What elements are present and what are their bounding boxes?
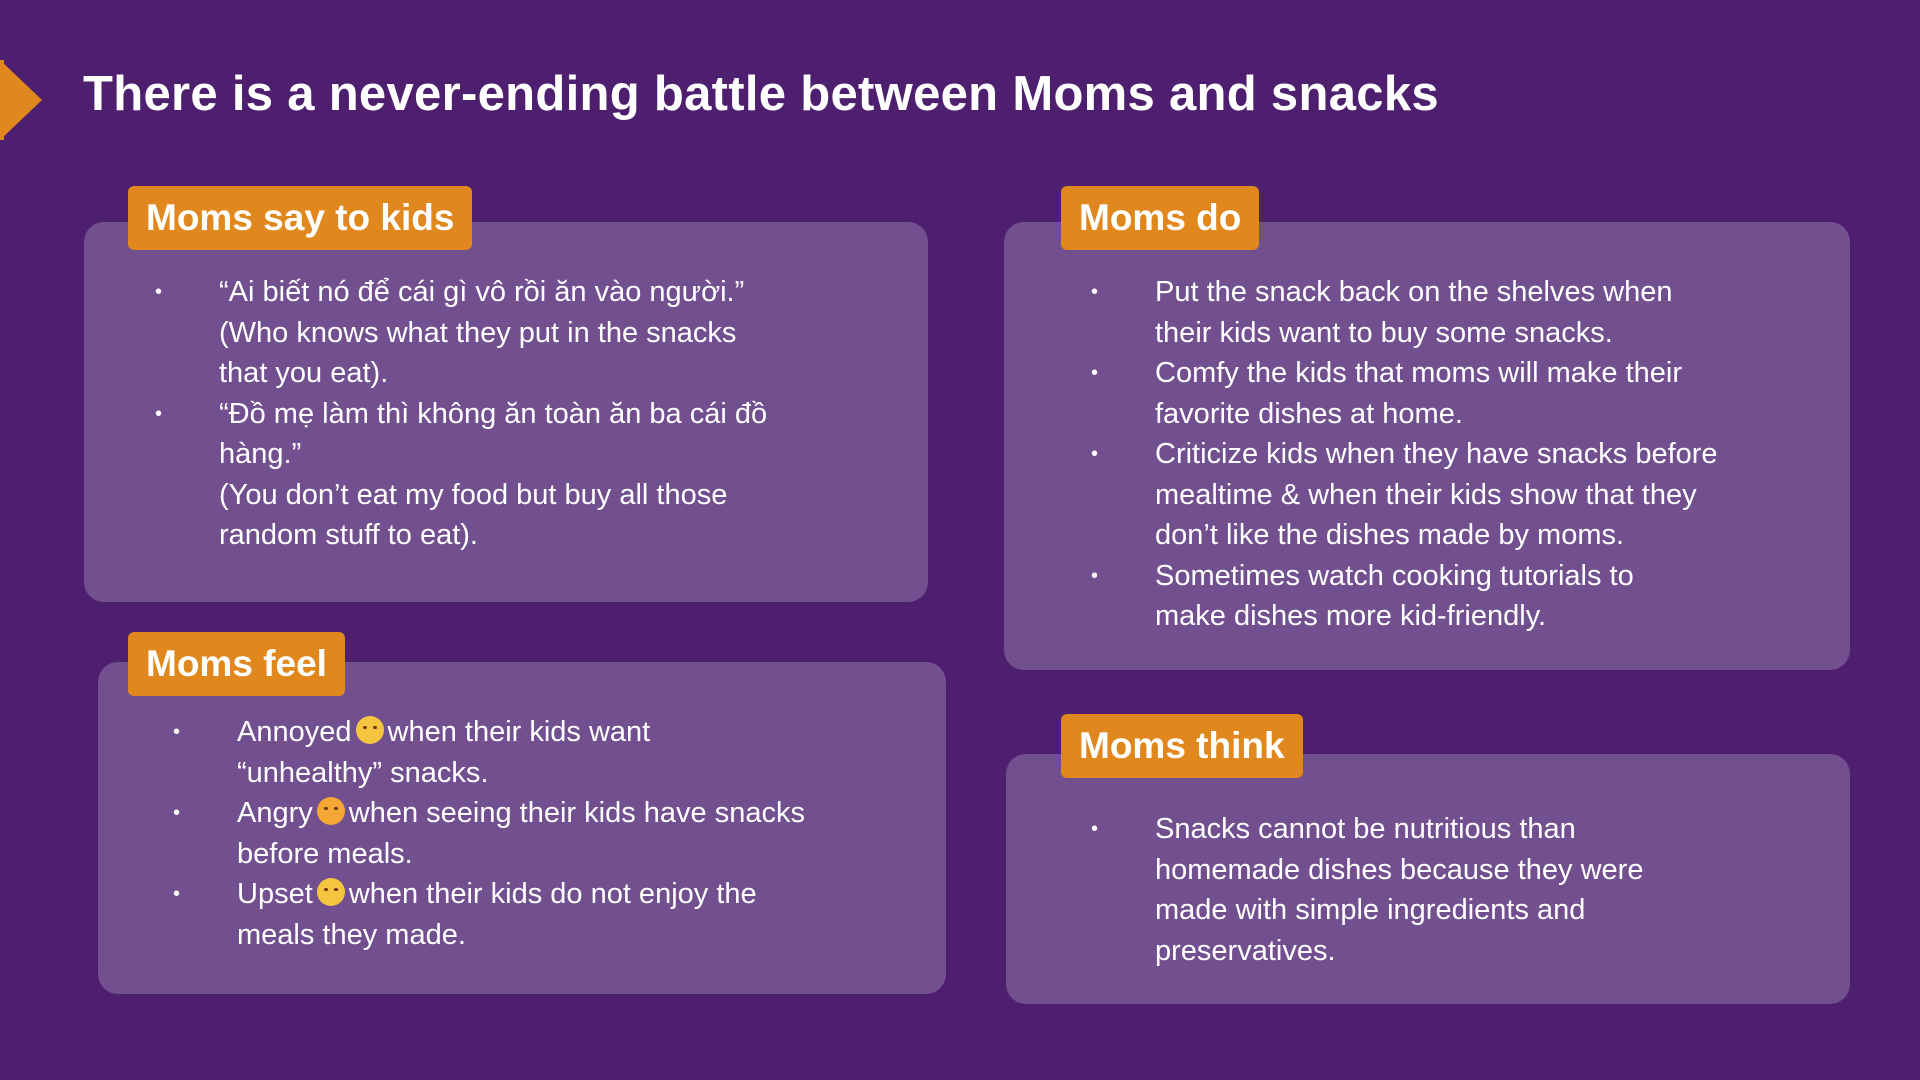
list-moms-say [155,272,915,556]
bullet-icon: • [173,802,181,824]
list-item [155,272,915,394]
line [237,874,933,915]
bullet-icon: • [155,402,163,425]
tag-moms-feel: Moms feel [128,632,345,696]
line: “unhealthy” snacks. [237,756,489,789]
list-item [1091,434,1851,556]
line: Put the snack back on the shelves when [1155,276,1673,308]
line: Criticize kids when they have snacks before [1155,438,1718,470]
list-item [173,712,933,793]
page-title: There is a never-ending battle between Moms and snacks [83,67,1439,121]
feeling-word: Angry [237,797,313,829]
angry-face-icon [317,797,345,825]
bullet-icon: • [1091,564,1099,587]
list-item [1091,353,1851,434]
line: before meals. [237,837,413,870]
line: make dishes more kid-friendly. [1155,600,1547,632]
tag-moms-say: Moms say to kids [128,186,472,250]
list-item [1091,272,1851,353]
line: made with simple ingredients and [1155,894,1586,926]
list-moms-think [1091,809,1851,971]
bullet-icon: • [1091,362,1099,384]
tag-moms-think: Moms think [1061,714,1303,778]
feeling-rest: when their kids want [387,716,651,748]
feeling-word: Annoyed [237,716,352,748]
unamused-face-icon [356,716,384,744]
line: Comfy the kids that moms will make their [1155,357,1682,389]
line: Snacks cannot be nutritious than [1155,813,1576,845]
line: homemade dishes because they were [1155,853,1644,886]
list-item [1091,809,1851,971]
line: favorite dishes at home. [1155,397,1463,430]
line: random stuff to eat). [219,519,478,551]
list-item [173,793,933,874]
line: their kids want to buy some snacks. [1155,316,1613,349]
list-moms-feel [173,712,933,955]
bullet-icon: • [155,281,163,303]
feeling-word: Upset [237,878,313,910]
line [237,793,933,834]
crying-face-icon [317,878,345,906]
line: “Đồ mẹ làm thì không ăn toàn ăn ba cái đồ [219,397,768,430]
line: Sometimes watch cooking tutorials to [1155,559,1634,592]
bullet-icon: • [173,721,181,743]
line: mealtime & when their kids show that they [1155,478,1697,511]
bullet-icon: • [1091,818,1099,840]
feeling-rest: when seeing their kids have snacks [348,797,805,829]
line: don’t like the dishes made by moms. [1155,519,1625,551]
line: (You don’t eat my food but buy all those [219,478,728,511]
line: that you eat). [219,357,389,389]
list-item [155,394,915,556]
bullet-icon: • [1091,281,1099,303]
line: “Ai biết nó để cái gì vô rồi ăn vào người.” [219,276,745,308]
bullet-icon: • [173,883,181,905]
line [237,712,933,753]
bullet-icon: • [1091,443,1099,465]
tag-moms-do: Moms do [1061,186,1259,250]
list-item [173,874,933,955]
line: (Who knows what they put in the snacks [219,316,737,349]
list-moms-do [1091,272,1851,637]
line: meals they made. [237,918,466,951]
line: hàng.” [219,438,302,470]
line: preservatives. [1155,934,1336,967]
title-arrow-icon [0,60,42,140]
feeling-rest: when their kids do not enjoy the [348,878,757,910]
list-item [1091,556,1851,637]
